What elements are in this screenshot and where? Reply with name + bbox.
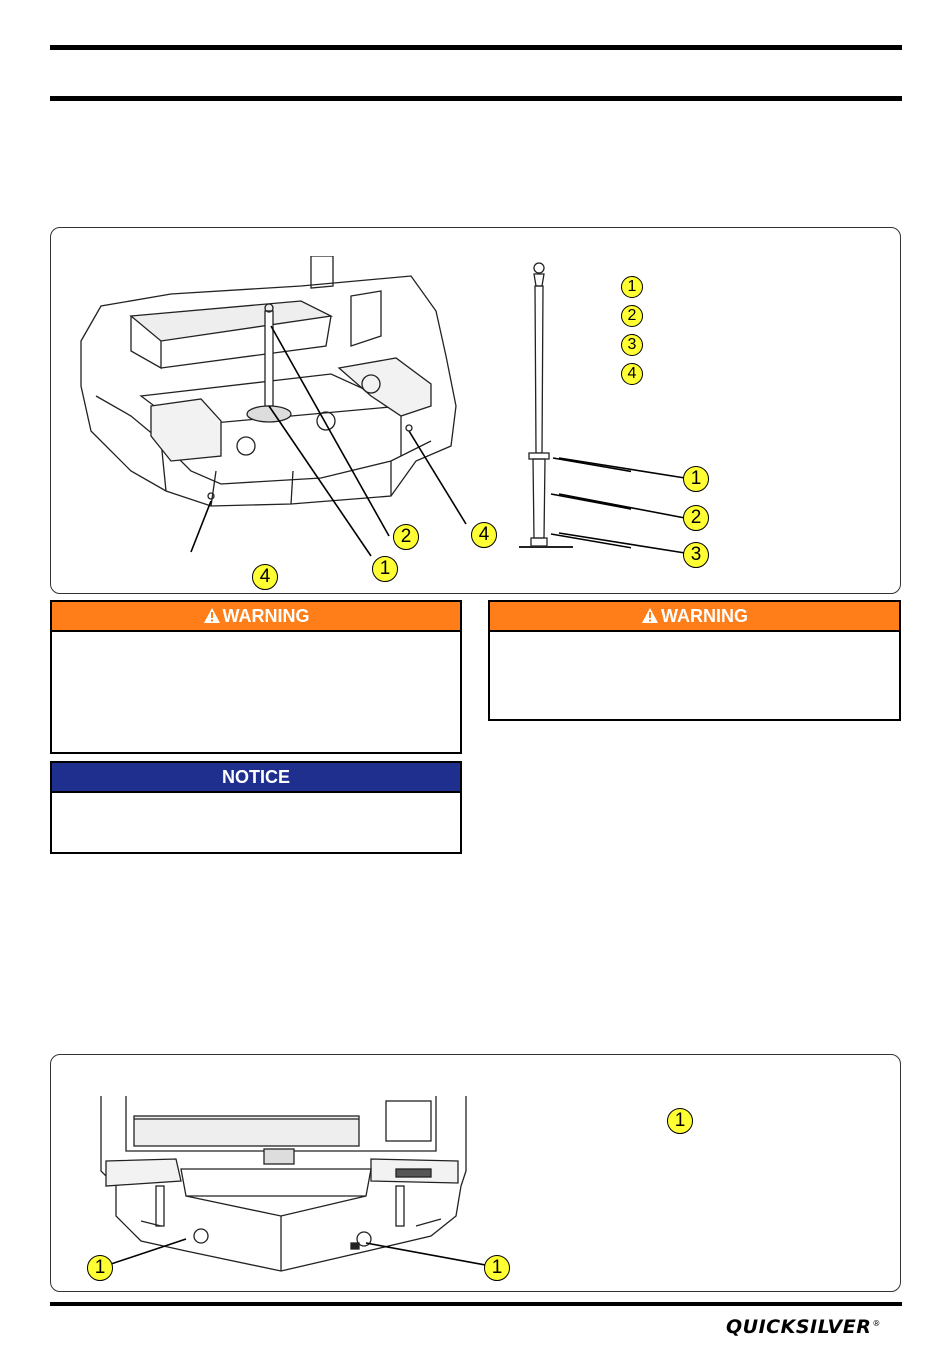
figure-panel-flagpole [50, 227, 901, 594]
legend-callout-2: 2 [621, 305, 643, 327]
header-rule-top [50, 45, 902, 50]
warning-box-left [50, 600, 462, 754]
logo-registered-mark: ® [872, 1318, 881, 1328]
callout-4-left: 4 [252, 564, 278, 590]
warning-title-left: WARNING [222, 606, 310, 626]
warning-title-right: WARNING [661, 606, 748, 626]
detail-callout-3: 3 [683, 542, 709, 568]
detail-callout-1: 1 [683, 466, 709, 492]
boat-stern-illustration [71, 256, 511, 596]
notice-box [50, 761, 462, 854]
callout-1-left: 1 [372, 556, 398, 582]
warning-triangle-icon [203, 607, 221, 624]
figure-panel-transom [50, 1054, 901, 1292]
footer-rule [50, 1302, 902, 1306]
warning-header-right [490, 602, 899, 632]
warning-box-right [488, 600, 901, 721]
callout-4-right: 4 [471, 522, 497, 548]
legend-callout-1: 1 [621, 276, 643, 298]
flagpole-leaders-ext [551, 448, 741, 568]
quicksilver-logo [726, 1316, 881, 1338]
legend-callout-3: 3 [621, 334, 643, 356]
transom-callout-1-left: 1 [87, 1255, 113, 1281]
callout-2-left: 2 [393, 524, 419, 550]
transom-legend-callout-1: 1 [667, 1108, 693, 1134]
warning-triangle-icon [641, 607, 659, 624]
transom-callout-1-right: 1 [484, 1255, 510, 1281]
logo-text: QUICKSILVER [726, 1316, 872, 1338]
warning-header-left [52, 602, 460, 632]
notice-header: NOTICE [52, 763, 460, 793]
detail-callout-2: 2 [683, 505, 709, 531]
legend-callout-4: 4 [621, 363, 643, 385]
header-rule-bottom [50, 96, 902, 101]
boat-transom-illustration [96, 1091, 496, 1281]
